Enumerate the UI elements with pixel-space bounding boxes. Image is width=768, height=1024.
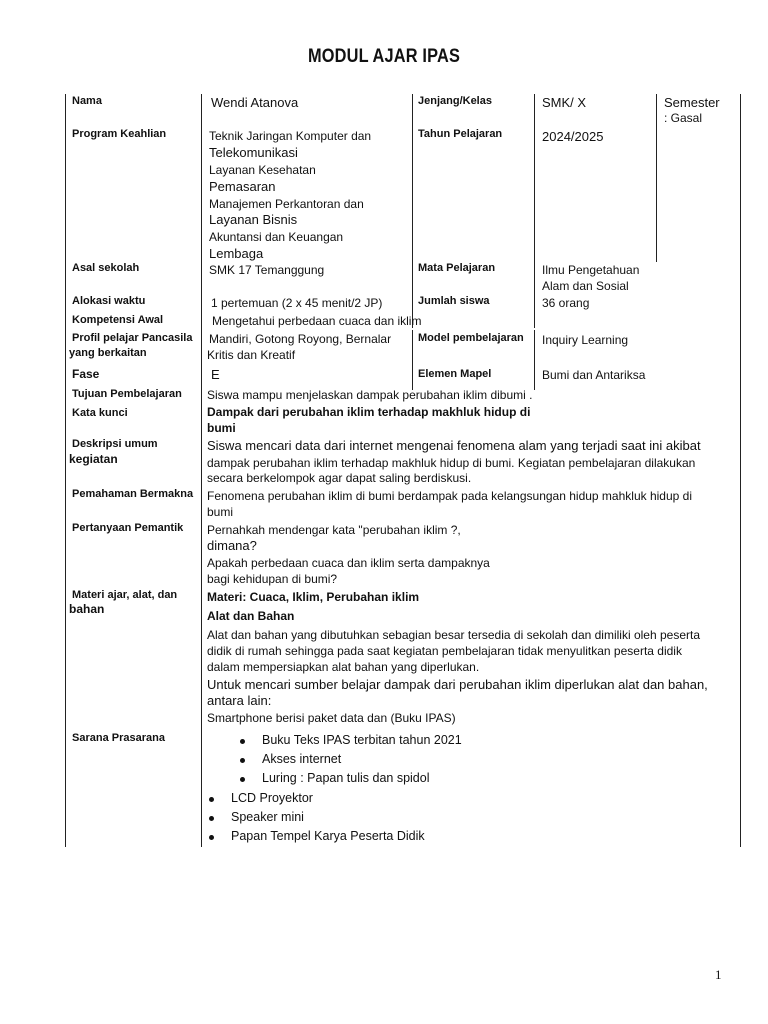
program-line: Telekomunikasi bbox=[209, 145, 298, 160]
document-title: MODUL AJAR IPAS bbox=[307, 46, 461, 67]
kata-kunci-label: Kata kunci bbox=[72, 407, 128, 419]
pemahaman-label: Pemahaman Bermakna bbox=[72, 488, 194, 500]
model-label: Model pembelajaran bbox=[418, 332, 524, 344]
program-line: Teknik Jaringan Komputer dan bbox=[209, 129, 372, 143]
table-divider-col4b bbox=[534, 330, 535, 390]
materi-heading: Materi: Cuaca, Iklim, Perubahan iklim bbox=[207, 590, 420, 604]
pemahaman-line2: bumi bbox=[207, 505, 234, 519]
table-divider-col3 bbox=[412, 94, 413, 328]
alokasi-value: 1 pertemuan (2 x 45 menit/2 JP) bbox=[211, 296, 383, 310]
tujuan-value: Siswa mampu menjelaskan dampak perubahan iklim dibumi . bbox=[207, 388, 533, 402]
materi-label: bahan bbox=[69, 602, 105, 616]
pertanyaan-label: Pertanyaan Pemantik bbox=[72, 522, 184, 534]
profil-line1: Mandiri, Gotong Royong, Bernalar bbox=[209, 332, 392, 346]
tahun-value: 2024/2025 bbox=[542, 129, 604, 144]
table-left-border bbox=[65, 94, 66, 847]
jenjang-label: Jenjang/Kelas bbox=[418, 95, 492, 107]
table-right-border bbox=[740, 94, 741, 847]
deskripsi-line3: secara berkelompok agar dapat saling berdiskusi. bbox=[207, 471, 472, 485]
kata-kunci-line2: bumi bbox=[207, 421, 236, 435]
semester-value: : Gasal bbox=[664, 111, 703, 125]
materi-p3: Smartphone berisi paket data dan (Buku IPAS) bbox=[207, 711, 456, 725]
pertanyaan-line1: Pernahkah mendengar kata "perubahan iklim ?, bbox=[207, 523, 461, 537]
nama-label: Nama bbox=[72, 95, 102, 107]
program-line: Manajemen Perkantoran dan bbox=[209, 197, 364, 211]
model-value: Inquiry Learning bbox=[542, 333, 629, 347]
profil-label: yang berkaitan bbox=[69, 347, 147, 359]
deskripsi-line2: dampak perubahan iklim terhadap makhluk hidup di bumi. Kegiatan pembelajaran dilakukan bbox=[207, 456, 696, 470]
fase-label: Fase bbox=[72, 367, 100, 381]
program-label: Program Keahlian bbox=[72, 128, 167, 140]
pertanyaan-line2: dimana? bbox=[207, 538, 257, 553]
materi-subheading: Alat dan Bahan bbox=[207, 609, 295, 623]
mapel-line1: Ilmu Pengetahuan bbox=[542, 263, 640, 277]
kompetensi-label: Kompetensi Awal bbox=[72, 314, 164, 326]
pertanyaan-line3: Apakah perbedaan cuaca dan iklim serta dampaknya bbox=[207, 556, 490, 570]
table-divider-col4 bbox=[534, 94, 535, 328]
table-divider-label bbox=[201, 94, 202, 847]
mapel-label: Mata Pelajaran bbox=[418, 262, 496, 274]
table-divider-col5 bbox=[656, 94, 657, 262]
asal-value: SMK 17 Temanggung bbox=[209, 263, 325, 277]
document-page: MODUL AJAR IPAS Nama Wendi Atanova Jenjang/Kelas SMK/ X Semester : Gasal Program Keahlian Teknik Jaringan Komputer dan Telekomunikasi Layanan Kesehatan Pemasaran Manajemen Perkantoran dan Layanan Bisnis Akuntansi dan Keuangan Lembaga Tahun Pelajaran 2024/2025 Asal sekolah SMK 17 Temanggung Mata Pelajaran Ilmu Pengetahuan Alam dan Sosial Alokasi waktu 1 pertemuan (2 x 45 menit/2 JP) Jumlah siswa 36 orang Kompetensi Awal Mengetahui perbedaan cuaca dan iklim Profil pelajar Pancasila yang berkaitan Mandiri, Gotong Royong, Bernalar Kritis dan Kreatif Model pembelajaran Inquiry Learning Fase E Elemen Mapel Bumi dan Antariksa Tujuan Pembelajaran Siswa mampu menjelaskan dampak perubahan iklim dibumi . Kata kunci Dampak dari perubahan iklim terhadap makhluk hidup di bumi Deskripsi umum kegiatan Siswa mencari data dari internet mengenai fenomena alam yang terjadi saat ini akibat dampak perubahan iklim terhadap makhluk hidup di bumi. Kegiatan pembelajaran dilakukan secara berkelompok agar dapat saling berdiskusi. Pemahaman Bermakna Fenomena perubahan iklim di bumi berdampak pada kelangsungan hidup mahkluk hidup di bumi Pertanyaan Pemantik Pernahkah mendengar kata "perubahan iklim ?, dimana? Apakah perbedaan cuaca dan iklim serta dampaknya bagi kehidupan di bumi? Materi ajar, alat, dan bahan Materi: Cuaca, Iklim, Perubahan iklim Alat dan Bahan Alat dan bahan yang dibutuhkan sebagian besar tersedia di sekolah dan dimiliki oleh peserta didik di rumah sehingga pada saat kegiatan pembelajaran tidak menyulitkan peserta didik dalam mempersiapkan alat bahan yang diperlukan. Untuk mencari sumber belajar dampak dari perubahan iklim diperlukan alat dan bahan, antara lain: Smartphone berisi paket data dan (Buku IPAS) Sarana Prasarana Buku Teks IPAS terbitan tahun 2021 Akses internet Luring : Papan tulis dan spidol LCD Proyektor Speaker mini Papan Tempel Karya Peserta Didik 1 bbox=[0, 0, 768, 1024]
elemen-value: Bumi dan Antariksa bbox=[542, 368, 646, 382]
semester-label: Semester bbox=[664, 95, 720, 110]
kata-kunci-line1: Dampak dari perubahan iklim terhadap makhluk hidup di bbox=[207, 405, 531, 419]
pertanyaan-line4: bagi kehidupan di bumi? bbox=[207, 572, 338, 586]
alokasi-label: Alokasi waktu bbox=[72, 295, 146, 307]
program-line: Layanan Bisnis bbox=[209, 212, 298, 227]
materi-label: Materi ajar, alat, dan bbox=[72, 589, 178, 601]
mapel-line2: Alam dan Sosial bbox=[542, 279, 629, 293]
deskripsi-label: Deskripsi umum bbox=[72, 438, 158, 450]
materi-p2-line1: Untuk mencari sumber belajar dampak dari perubahan iklim diperlukan alat dan bahan, bbox=[207, 677, 708, 692]
jumlah-label: Jumlah siswa bbox=[418, 295, 490, 307]
sarana-label: Sarana Prasarana bbox=[72, 732, 165, 744]
nama-value: Wendi Atanova bbox=[211, 95, 299, 110]
materi-p1-line1: Alat dan bahan yang dibutuhkan sebagian besar tersedia di sekolah dan dimiliki oleh peserta bbox=[207, 628, 701, 642]
program-line: Lembaga bbox=[209, 246, 264, 261]
elemen-label: Elemen Mapel bbox=[418, 368, 492, 380]
fase-value: E bbox=[211, 367, 220, 382]
table-divider-col3b bbox=[412, 330, 413, 390]
profil-line2: Kritis dan Kreatif bbox=[207, 348, 296, 362]
deskripsi-label: kegiatan bbox=[69, 452, 118, 466]
materi-p1-line3: dalam mempersiapkan alat bahan yang diperlukan. bbox=[207, 660, 480, 674]
kompetensi-value: Mengetahui perbedaan cuaca dan iklim bbox=[212, 314, 422, 328]
page-number: 1 bbox=[715, 967, 722, 982]
tahun-label: Tahun Pelajaran bbox=[418, 128, 503, 140]
tujuan-label: Tujuan Pembelajaran bbox=[72, 388, 182, 400]
materi-p1-line2: didik di rumah sehingga pada saat kegiatan pembelajaran tidak menyulitkan peserta didik bbox=[207, 644, 682, 658]
program-line: Layanan Kesehatan bbox=[209, 163, 316, 177]
pemahaman-line1: Fenomena perubahan iklim di bumi berdampak pada kelangsungan hidup mahkluk hidup di bbox=[207, 489, 692, 503]
profil-label: Profil pelajar Pancasila bbox=[72, 332, 193, 344]
deskripsi-line1: Siswa mencari data dari internet mengenai fenomena alam yang terjadi saat ini akibat bbox=[207, 438, 701, 453]
jumlah-value: 36 orang bbox=[542, 296, 590, 310]
jenjang-value: SMK/ X bbox=[542, 95, 587, 110]
asal-label: Asal sekolah bbox=[72, 262, 140, 274]
program-line: Pemasaran bbox=[209, 179, 276, 194]
materi-p2-line2: antara lain: bbox=[207, 693, 272, 708]
program-line: Akuntansi dan Keuangan bbox=[209, 230, 344, 244]
